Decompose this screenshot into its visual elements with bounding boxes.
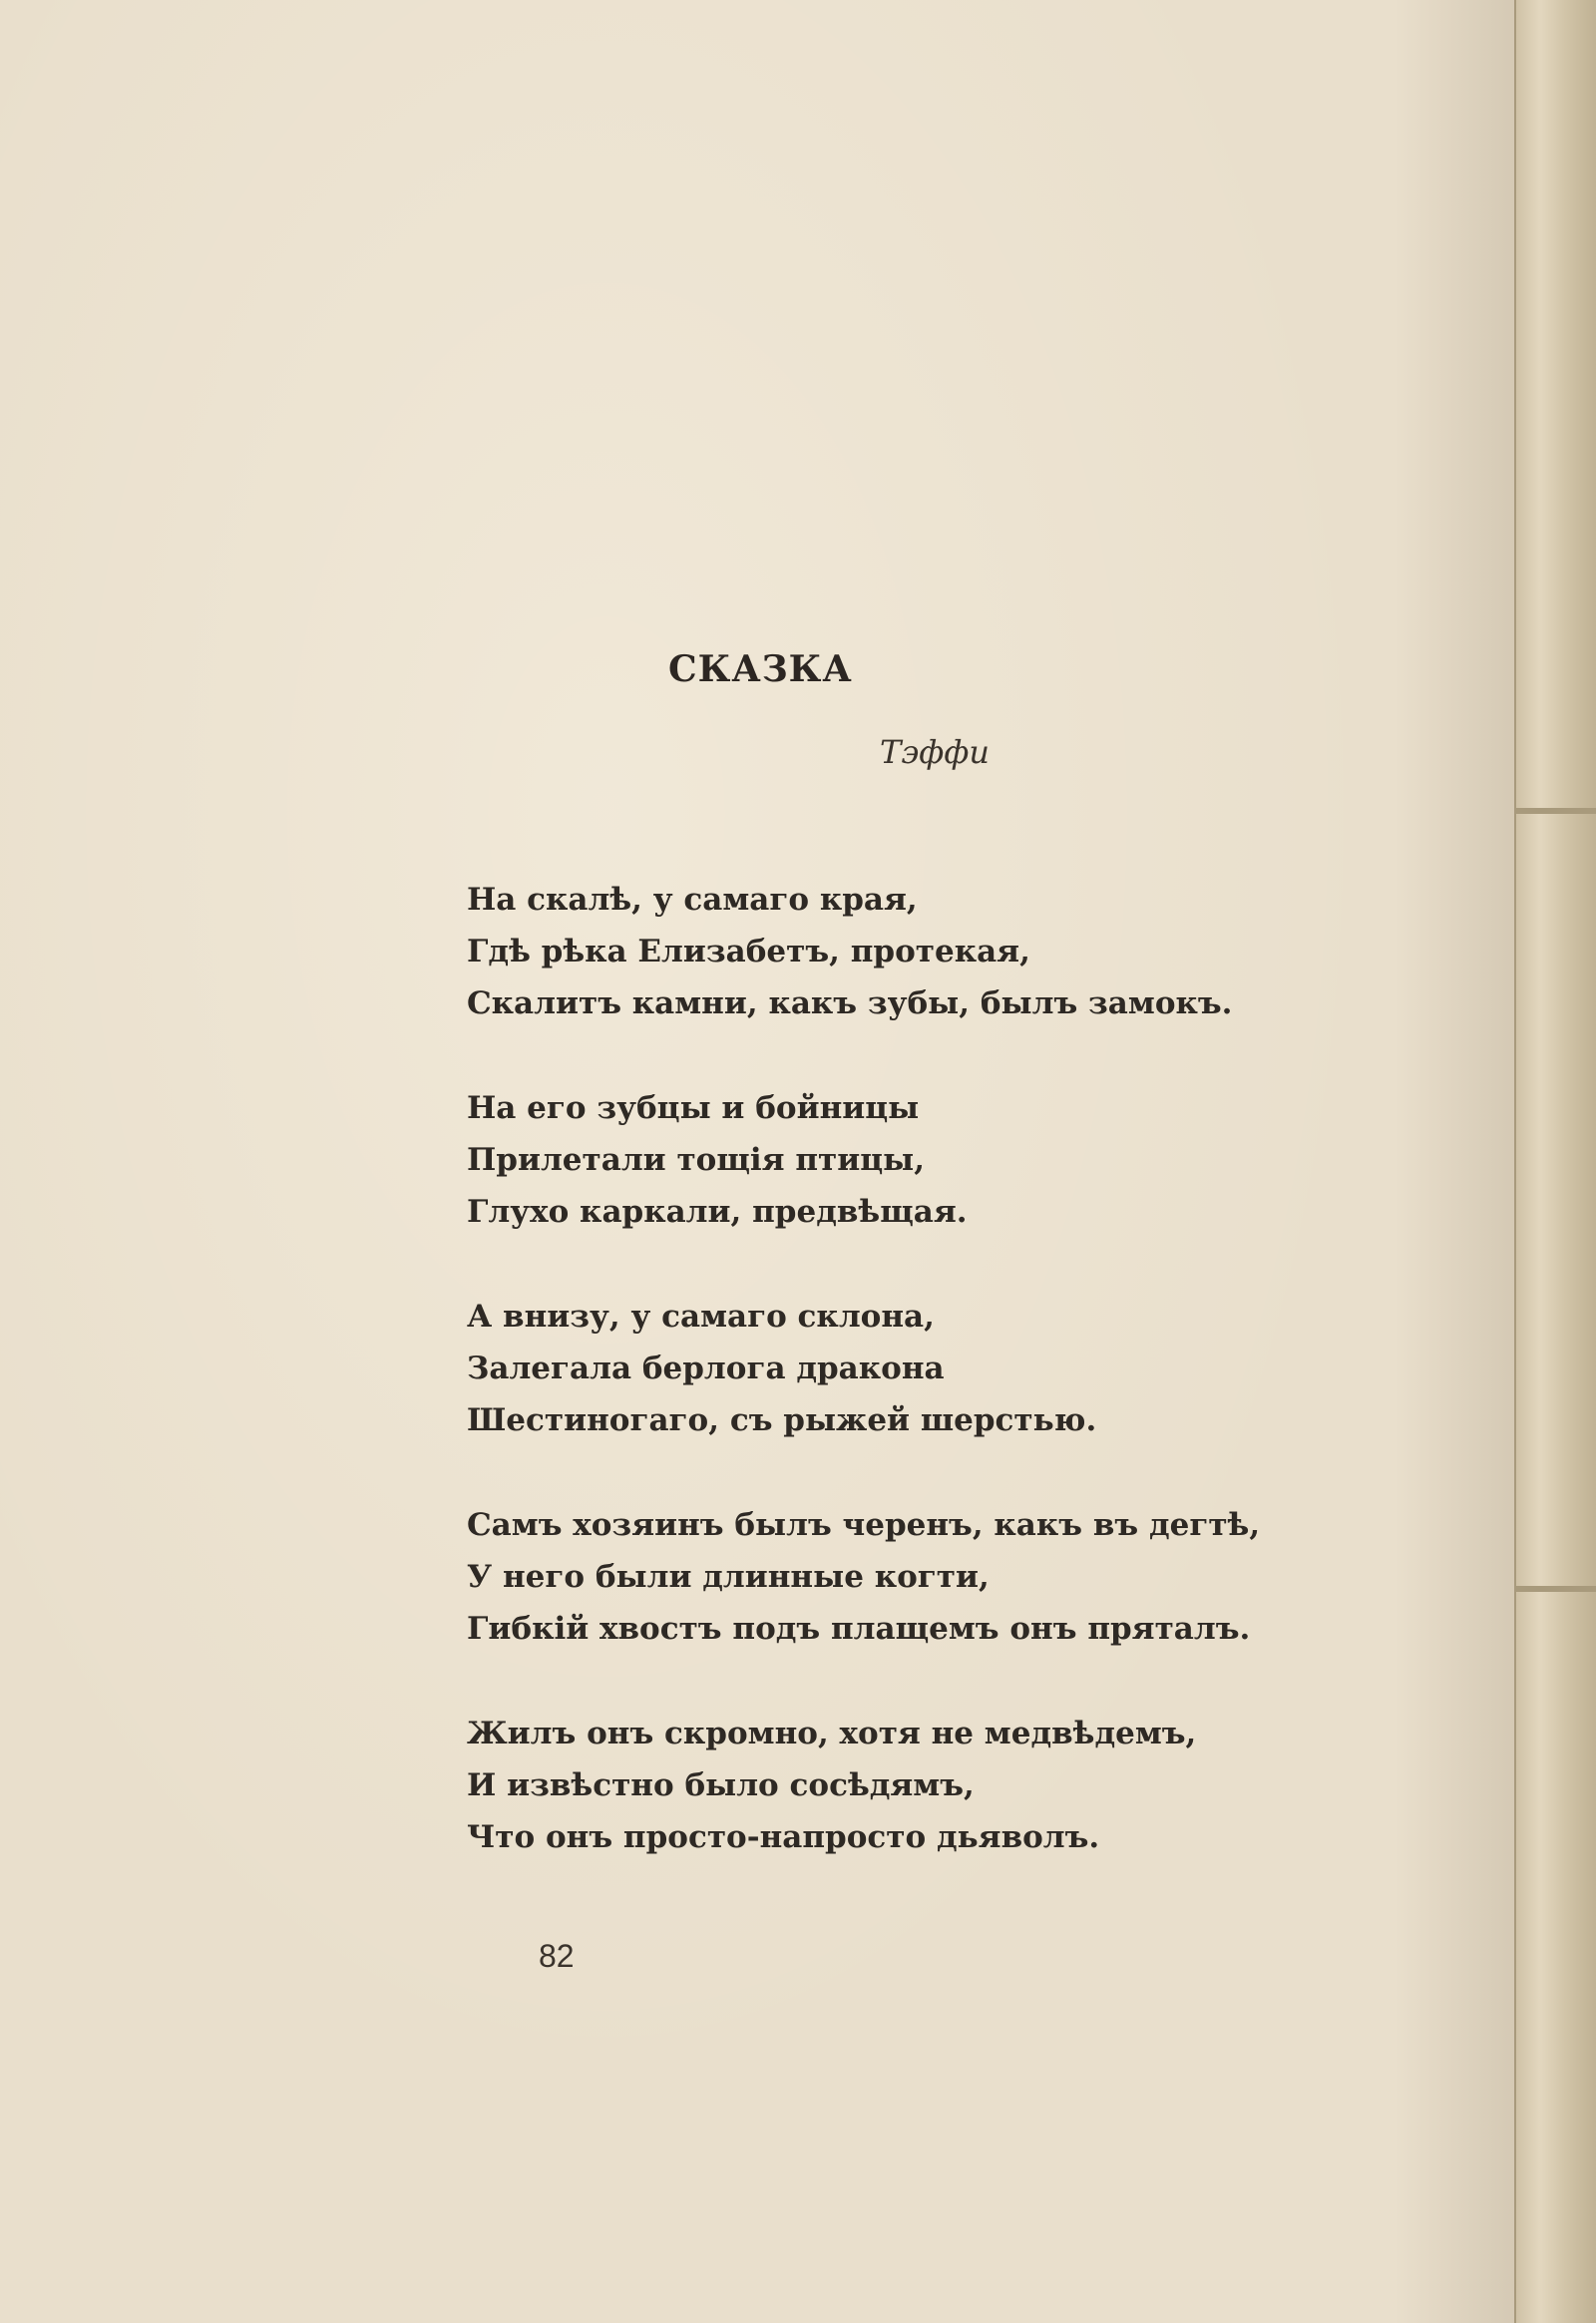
book-spine bbox=[1514, 0, 1596, 2323]
verse-line: А внизу, у самаго склона, bbox=[467, 1299, 935, 1335]
verse-line: Гибкій хвостъ подъ плащемъ онъ пряталъ. bbox=[467, 1611, 1251, 1647]
stanza-3 bbox=[467, 1291, 1365, 1446]
verse-line: Самъ хозяинъ былъ черенъ, какъ въ дегтѣ, bbox=[467, 1507, 1261, 1543]
verse-line: Залегала берлога дракона bbox=[467, 1351, 945, 1386]
verse-line: И извѣстно было сосѣдямъ, bbox=[467, 1767, 975, 1803]
stanza-1 bbox=[467, 874, 1365, 1029]
spine-fold bbox=[1516, 1586, 1596, 1592]
verse-line: Шестиногаго, съ рыжей шерстью. bbox=[467, 1402, 1097, 1438]
stanza-2 bbox=[467, 1082, 1365, 1238]
verse-line: У него были длинные когти, bbox=[467, 1559, 990, 1595]
stanza-4 bbox=[467, 1499, 1365, 1655]
verse-line: Скалитъ камни, какъ зубы, былъ замокъ. bbox=[467, 985, 1233, 1021]
spine-fold bbox=[1516, 808, 1596, 814]
verse-line: Гдѣ рѣка Елизабетъ, протекая, bbox=[467, 934, 1030, 969]
verse-line: Жилъ онъ скромно, хотя не медвѣдемъ, bbox=[467, 1716, 1197, 1751]
verse-line: На скалѣ, у самаго края, bbox=[467, 882, 918, 918]
verse-line: Прилетали тощія птицы, bbox=[467, 1142, 926, 1178]
page-number: 82 bbox=[539, 1938, 575, 1974]
verse-line: На его зубцы и бойницы bbox=[467, 1090, 920, 1126]
poem-title: СКАЗКА bbox=[668, 648, 853, 690]
verse-line: Глухо каркали, предвѣщая. bbox=[467, 1194, 968, 1230]
stanza-5 bbox=[467, 1708, 1365, 1863]
poem-author: Тэффи bbox=[880, 733, 990, 771]
verse-line: Что онъ просто-напросто дьяволъ. bbox=[467, 1819, 1100, 1855]
